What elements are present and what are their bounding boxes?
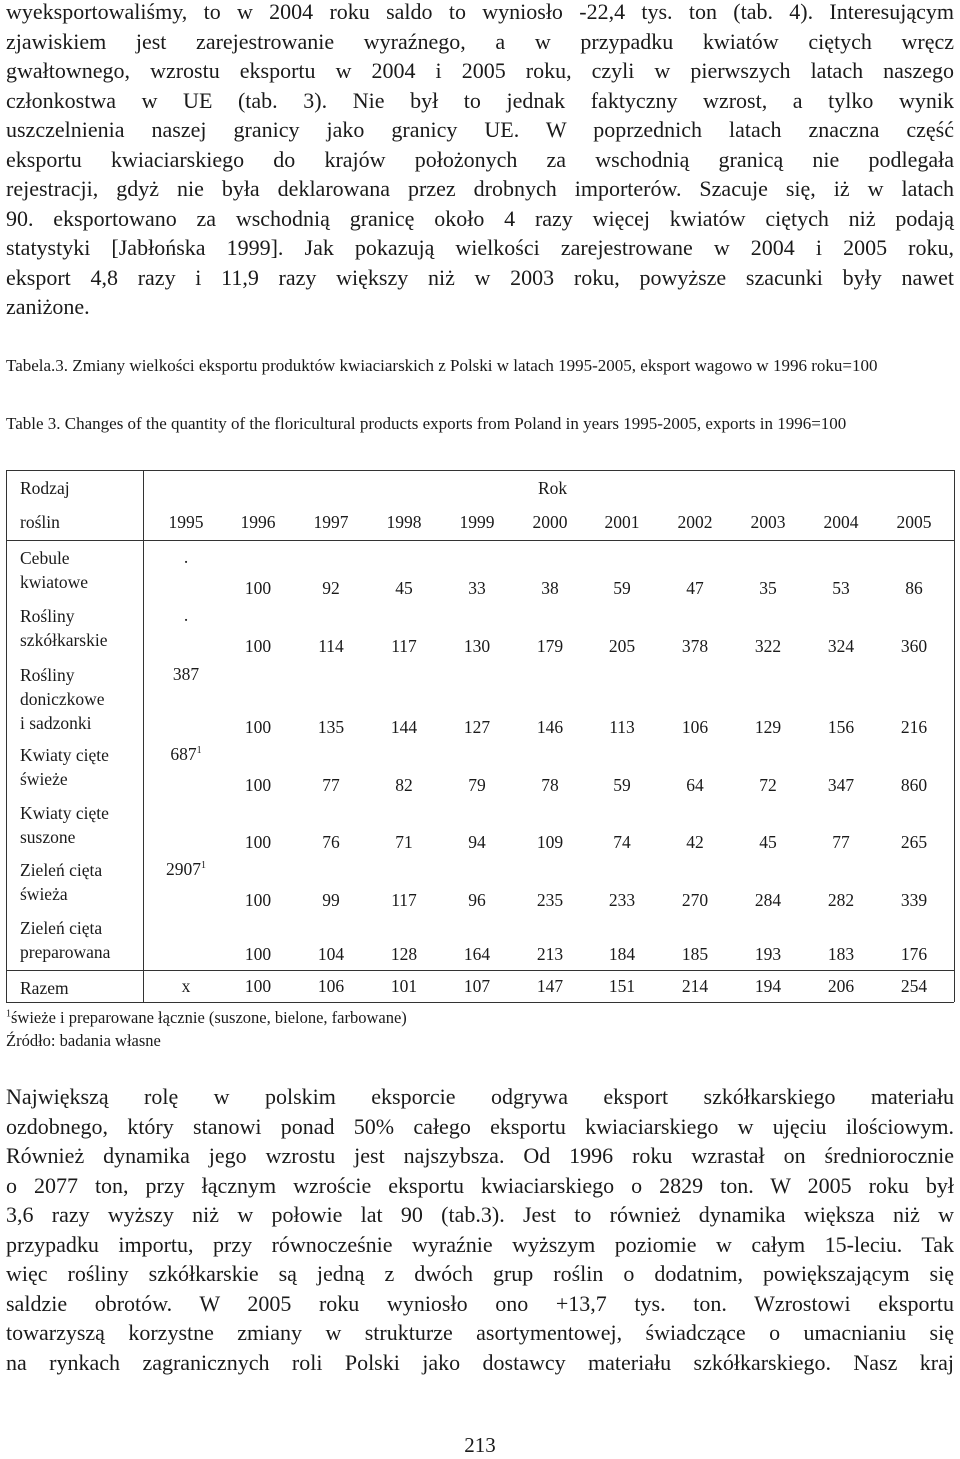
value-1995-text: 687 bbox=[170, 744, 197, 764]
paragraph-top-line: statystyki [Jabłońska 1999]. Jak pokazują wielkości zarejestrowane w 2004 i 2005 roku, bbox=[6, 235, 954, 260]
table-cell: 94 bbox=[468, 832, 486, 852]
table-cell: 77 bbox=[322, 775, 340, 795]
row-label: Kwiaty cięte bbox=[20, 745, 109, 765]
paragraph-top-line: eksportu kwiaciarskiego do krajów położonych za wschodnią granicą nie podlegała bbox=[6, 146, 954, 172]
footnote-mark: 1 bbox=[6, 1008, 11, 1020]
table-cell: 114 bbox=[318, 636, 344, 656]
table-cell: 74 bbox=[613, 832, 631, 852]
year-header: 2003 bbox=[750, 512, 786, 532]
footnote-ref: 1 bbox=[201, 860, 206, 872]
total-1995: x bbox=[181, 976, 191, 996]
table-right-border bbox=[954, 470, 955, 1002]
table-top-border bbox=[6, 470, 954, 471]
year-header: 2000 bbox=[532, 512, 568, 532]
paragraph-top-line: uszczelnienia naszej granicy jako granicy UE. W poprzednich latach znaczna część bbox=[6, 117, 954, 142]
total-cell: 254 bbox=[900, 976, 928, 996]
row-label: Zieleń cięta bbox=[20, 860, 103, 880]
table-cell: 71 bbox=[395, 832, 413, 852]
table-cell: 322 bbox=[754, 636, 782, 656]
value-1995 bbox=[156, 605, 216, 626]
total-cell: 106 bbox=[317, 976, 345, 996]
paragraph-top-line: członkostwa w UE (tab. 3). Nie był to jednak faktyczny wzrost, a tylko wynik bbox=[6, 87, 954, 113]
table-cell: 213 bbox=[536, 944, 564, 964]
row-label: Cebule bbox=[20, 548, 70, 568]
total-cell: 147 bbox=[536, 976, 564, 996]
table-cell: 77 bbox=[832, 832, 850, 852]
year-header: 2001 bbox=[604, 512, 640, 532]
year-header: 2004 bbox=[823, 512, 859, 532]
paragraph-top-line: zaniżone. bbox=[6, 294, 90, 319]
table-cell: 339 bbox=[900, 890, 928, 910]
footnote-ref: 1 bbox=[196, 745, 202, 757]
paragraph-bottom-line: o 2077 ton, przy łącznym wzroście eksportu kwiaciarskiego o 2829 ton. W 2005 roku był bbox=[6, 1172, 954, 1198]
table-left-border bbox=[6, 470, 7, 1002]
table-cell: 92 bbox=[322, 578, 340, 598]
table-cell: 183 bbox=[827, 944, 855, 964]
page-number: 213 bbox=[464, 1433, 496, 1457]
total-cell: 194 bbox=[754, 976, 782, 996]
table-kind-divider bbox=[143, 470, 144, 1002]
value-1995-text: 387 bbox=[172, 664, 200, 684]
table-cell: 176 bbox=[900, 944, 928, 964]
table-cell: 35 bbox=[759, 578, 777, 598]
table-cell: 45 bbox=[759, 832, 777, 852]
year-header: 1995 bbox=[168, 512, 204, 532]
paragraph-bottom-line: przypadku importu, przy równocześnie wyraźnie wyższym poziomie w całym 15-leciu. Tak bbox=[6, 1231, 954, 1257]
paragraph-top-line: gwałtownego, wzrostu eksportu w 2004 i 2005 roku, czyli w pierwszych latach naszego bbox=[6, 58, 954, 83]
table-cell: 284 bbox=[754, 890, 782, 910]
value-1995 bbox=[156, 547, 216, 568]
row-label: kwiatowe bbox=[20, 572, 89, 592]
total-label: Razem bbox=[20, 978, 69, 998]
footnote bbox=[6, 1008, 407, 1028]
row-label: i sadzonki bbox=[20, 713, 92, 733]
paragraph-bottom-line: Również dynamika jego wzrostu jest najszybsza. Od 1996 roku wzrastał on średniorocznie bbox=[6, 1143, 954, 1168]
table-cell: 156 bbox=[827, 717, 855, 737]
table-cell: 96 bbox=[468, 890, 486, 910]
row-label: Rośliny bbox=[20, 665, 75, 685]
footnote-text: świeże i preparowane łącznie (suszone, bielone, farbowane) bbox=[11, 1008, 407, 1027]
table-cell: 130 bbox=[463, 636, 491, 656]
table-cell: 76 bbox=[322, 832, 340, 852]
table-cell: 347 bbox=[827, 775, 855, 795]
table-cell: 42 bbox=[686, 832, 704, 852]
year-header: 1996 bbox=[240, 512, 276, 532]
table-cell: 38 bbox=[541, 578, 559, 598]
row-label: suszone bbox=[20, 827, 76, 847]
table-cell: 100 bbox=[244, 944, 272, 964]
table-cell: 233 bbox=[608, 890, 636, 910]
row-label: preparowana bbox=[20, 942, 111, 962]
value-1995 bbox=[156, 664, 216, 685]
table-cell: 146 bbox=[536, 717, 564, 737]
table-cell: 45 bbox=[395, 578, 413, 598]
row-label: doniczkowe bbox=[20, 689, 105, 709]
total-cell: 151 bbox=[608, 976, 636, 996]
paragraph-bottom-line: towarzyszą korzystne zmiany w strukturze asortymentowej, świadczące o umacnianiu się bbox=[6, 1320, 954, 1345]
table-cell: 324 bbox=[827, 636, 855, 656]
total-cell: 214 bbox=[681, 976, 709, 996]
year-header: 1997 bbox=[313, 512, 349, 532]
table-cell: 216 bbox=[900, 717, 928, 737]
table-cell: 144 bbox=[390, 717, 418, 737]
year-header: 1998 bbox=[386, 512, 422, 532]
table-cell: 235 bbox=[536, 890, 564, 910]
table-cell: 47 bbox=[686, 578, 704, 598]
paragraph-top-line: rejestracji, gdyż nie była deklarowana przez drobnych importerów. Szacuje się, iż w latach bbox=[6, 176, 954, 201]
table-cell: 164 bbox=[463, 944, 491, 964]
paragraph-top-line: wyeksportowaliśmy, to w 2004 roku saldo to wyniosło -22,4 tys. ton (tab. 4). Interesującym bbox=[6, 0, 954, 24]
table-cell: 860 bbox=[900, 775, 928, 795]
header-year: Rok bbox=[538, 478, 568, 498]
paragraph-bottom bbox=[6, 1082, 954, 1377]
table-cell: 79 bbox=[468, 775, 486, 795]
row-label: Kwiaty cięte bbox=[20, 803, 109, 823]
paragraph-bottom-line: na rynkach zagranicznych roli Polski jako dostawcy materiału szkółkarskiego. Nasz kraj bbox=[6, 1349, 954, 1375]
table-cell: 135 bbox=[317, 717, 345, 737]
table-cell: 117 bbox=[391, 636, 417, 656]
year-header: 2005 bbox=[896, 512, 932, 532]
table-cell: 185 bbox=[681, 944, 709, 964]
table-cell: 100 bbox=[244, 890, 272, 910]
total-cell: 101 bbox=[390, 976, 418, 996]
value-1995-text: . bbox=[183, 547, 189, 567]
table-cell: 127 bbox=[463, 717, 491, 737]
table-cell: 360 bbox=[900, 636, 928, 656]
paragraph-top-line: eksport 4,8 razy i 11,9 razy większy niż w 2003 roku, powyższe szacunki były nawet bbox=[6, 264, 954, 290]
year-header: 2002 bbox=[677, 512, 713, 532]
value-1995 bbox=[156, 859, 216, 880]
table-cell: 205 bbox=[608, 636, 636, 656]
paragraph-top-line: 90. eksportowano za wschodnią granicę około 4 razy więcej kwiatów ciętych niż podają bbox=[6, 205, 954, 231]
row-label: szkółkarskie bbox=[20, 630, 108, 650]
table-caption-pl: Tabela.3. Zmiany wielkości eksportu produktów kwiaciarskich z Polski w latach 1995-2005, eksport wagowo w 1996 roku=100 bbox=[6, 356, 878, 375]
table-cell: 378 bbox=[681, 636, 709, 656]
table-cell: 282 bbox=[827, 890, 855, 910]
table-cell: 129 bbox=[754, 717, 782, 737]
table-cell: 78 bbox=[541, 775, 559, 795]
row-label: świeża bbox=[20, 884, 68, 904]
row-label: Zieleń cięta bbox=[20, 918, 103, 938]
table-caption-en: Table 3. Changes of the quantity of the floricultural products exports from Poland in years 1995-2005, exports in 1996=100 bbox=[6, 414, 847, 433]
value-1995-text: 2907 bbox=[166, 859, 201, 879]
table-cell: 53 bbox=[832, 578, 850, 598]
table-cell: 128 bbox=[390, 944, 418, 964]
table-cell: 270 bbox=[681, 890, 709, 910]
table-cell: 72 bbox=[759, 775, 777, 795]
table-cell: 179 bbox=[536, 636, 564, 656]
table-cell: 104 bbox=[317, 944, 345, 964]
table-cell: 106 bbox=[681, 717, 709, 737]
table-cell: 117 bbox=[391, 890, 417, 910]
paragraph-bottom-line: 3,6 razy wyższy niż w połowie lat 90 (tab.3). Jest to również dynamika większa niż w bbox=[6, 1202, 954, 1227]
table-cell: 184 bbox=[608, 944, 636, 964]
source-note: Źródło: badania własne bbox=[6, 1031, 161, 1050]
table-header-border bbox=[6, 540, 954, 541]
paragraph-bottom-line: więc rośliny szkółkarskie są jedną z dwóch grup roślin o dodatnim, powiększającym się bbox=[6, 1261, 954, 1286]
table-total-top-border bbox=[6, 970, 954, 971]
table-cell: 99 bbox=[322, 890, 340, 910]
table-cell: 82 bbox=[395, 775, 413, 795]
table-cell: 100 bbox=[244, 775, 272, 795]
year-header: 1999 bbox=[459, 512, 495, 532]
value-1995-text: . bbox=[183, 605, 189, 625]
table-cell: 59 bbox=[613, 775, 631, 795]
table-cell: 64 bbox=[686, 775, 704, 795]
table-cell: 193 bbox=[754, 944, 782, 964]
table-cell: 113 bbox=[609, 717, 635, 737]
paragraph-bottom-line: ozdobnego, który stanowi ponad 50% całego eksportu kwiaciarskiego w ujęciu ilościowym. bbox=[6, 1113, 954, 1139]
table-cell: 100 bbox=[244, 717, 272, 737]
row-label: Rośliny bbox=[20, 606, 75, 626]
value-1995 bbox=[156, 744, 216, 765]
table-cell: 59 bbox=[613, 578, 631, 598]
paragraph-bottom-line: Największą rolę w polskim eksporcie odgrywa eksport szkółkarskiego materiału bbox=[6, 1084, 954, 1109]
total-cell: 100 bbox=[244, 976, 272, 996]
header-kind-2: roślin bbox=[20, 512, 60, 532]
table-cell: 100 bbox=[244, 832, 272, 852]
table-cell: 109 bbox=[536, 832, 564, 852]
total-cell: 107 bbox=[463, 976, 491, 996]
table-cell: 86 bbox=[905, 578, 923, 598]
table-bottom-border bbox=[6, 1002, 954, 1003]
table-cell: 265 bbox=[900, 832, 928, 852]
table-cell: 100 bbox=[244, 578, 272, 598]
table-cell: 33 bbox=[468, 578, 486, 598]
paragraph-bottom-line: saldzie obrotów. W 2005 roku wyniosło ono +13,7 tys. ton. Wzrostowi eksportu bbox=[6, 1290, 954, 1316]
paragraph-top-line: zjawiskiem jest zarejestrowanie wyraźnego, a w przypadku kwiatów ciętych wręcz bbox=[6, 28, 954, 54]
header-kind: Rodzaj bbox=[20, 478, 70, 498]
total-cell: 206 bbox=[827, 976, 855, 996]
row-label: świeże bbox=[20, 769, 68, 789]
table-cell: 100 bbox=[244, 636, 272, 656]
